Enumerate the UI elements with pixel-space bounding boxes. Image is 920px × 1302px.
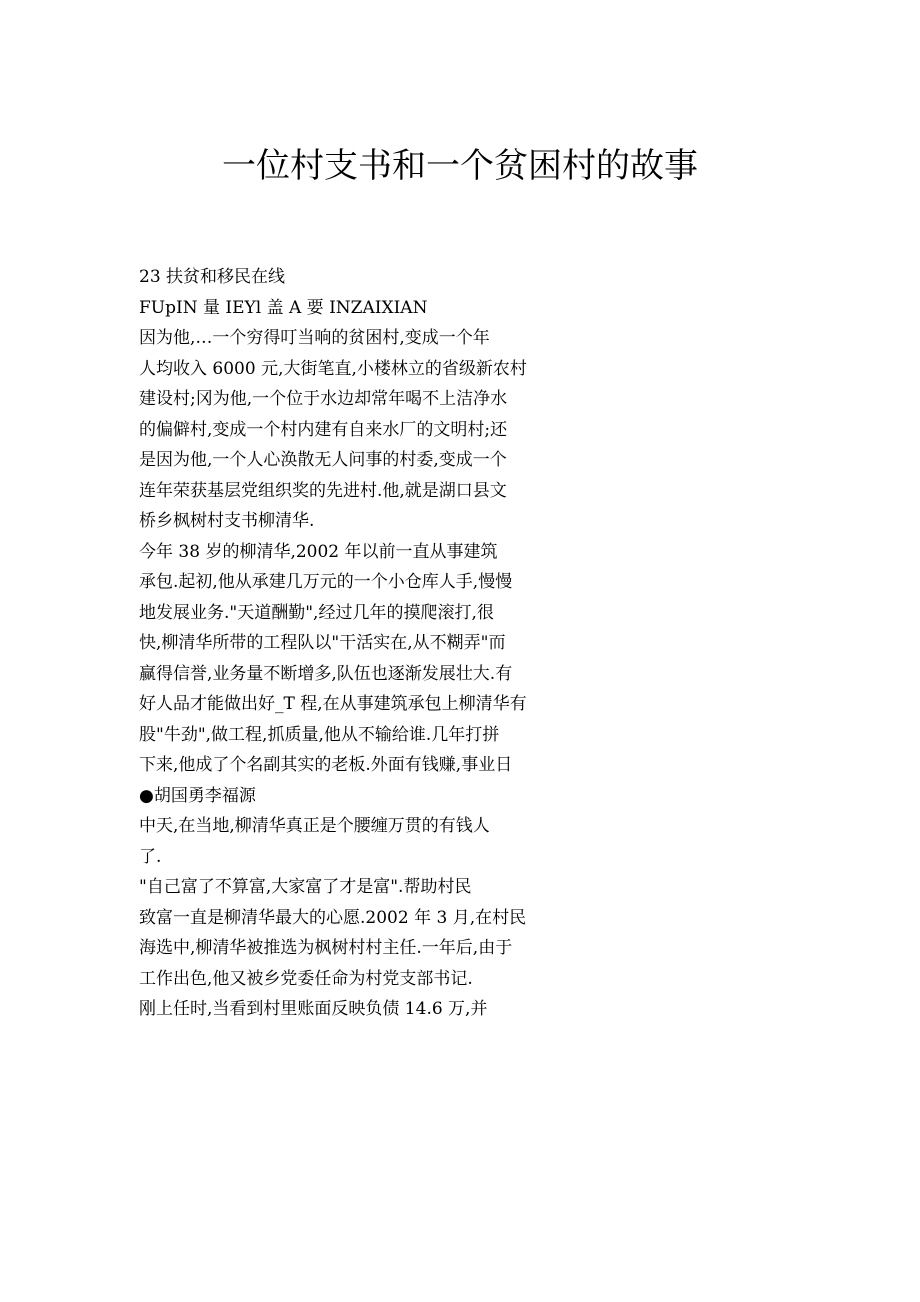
text-line: 承包.起初,他从承建几万元的一个小仓库人手,慢慢 bbox=[139, 572, 513, 592]
text-line: 了. bbox=[139, 846, 162, 867]
text-line: 快,柳清华所带的工程队以"干活实在,从不糊弄"而 bbox=[139, 633, 506, 653]
text-line: 好人品才能做出好_T 程,在从事建筑承包上柳清华有 bbox=[139, 694, 527, 714]
text-line: "自己富了不算富,大家富了才是富".帮助村民 bbox=[139, 877, 472, 897]
text-line: 人均收入 6000 元,大街笔直,小楼林立的省级新农村 bbox=[139, 358, 527, 379]
text-line: 赢得信誉,业务量不断增多,队伍也逐渐发展壮大.有 bbox=[139, 663, 513, 684]
page-title: 一位村支书和一个贫困村的故事 bbox=[222, 146, 698, 186]
text-line: 海选中,柳清华被推选为枫树村村主任.一年后,由于 bbox=[139, 938, 513, 958]
text-line: 致富一直是柳清华最大的心愿.2002 年 3 月,在村民 bbox=[139, 907, 527, 928]
text-line: 是因为他,一个人心涣散无人问事的村委,变成一个 bbox=[139, 450, 507, 470]
text-line: 连年荣获基层党组织奖的先进村.他,就是湖口县文 bbox=[139, 480, 507, 501]
text-line: 工作出色,他又被乡党委任命为村党支部书记. bbox=[139, 968, 473, 989]
text-line: 因为他,…一个穷得叮当响的贫困村,变成一个年 bbox=[139, 328, 490, 348]
text-line: 刚上任时,当看到村里账面反映负债 14.6 万,并 bbox=[139, 999, 488, 1019]
text-line: 中天,在当地,柳清华真正是个腰缠万贯的有钱人 bbox=[139, 816, 490, 836]
text-line: 桥乡枫树村支书柳清华. bbox=[139, 511, 315, 531]
text-line: 建设村;冈为他,一个位于水边却常年喝不上洁净水 bbox=[139, 389, 508, 409]
text-line: 今年 38 岁的柳清华,2002 年以前一直从事建筑 bbox=[139, 541, 498, 562]
text-line: 股"牛劲",做工程,抓质量,他从不输给谁.几年打拼 bbox=[139, 724, 500, 745]
article-body bbox=[139, 262, 839, 1025]
text-line: 23 扶贫和移民在线 bbox=[139, 267, 286, 287]
text-line: FUpIN 量 IEYl 盖 A 要 INZAIXIAN bbox=[139, 297, 428, 318]
author-line: ●胡国勇李福源 bbox=[139, 785, 256, 806]
text-line: 地发展业务."天道酬勤",经过几年的摸爬滚打,很 bbox=[139, 602, 494, 623]
text-line: 的偏僻村,变成一个村内建有自来水厂的文明村;还 bbox=[139, 419, 508, 440]
text-line: 下来,他成了个名副其实的老板.外面有钱赚,事业日 bbox=[139, 755, 513, 775]
